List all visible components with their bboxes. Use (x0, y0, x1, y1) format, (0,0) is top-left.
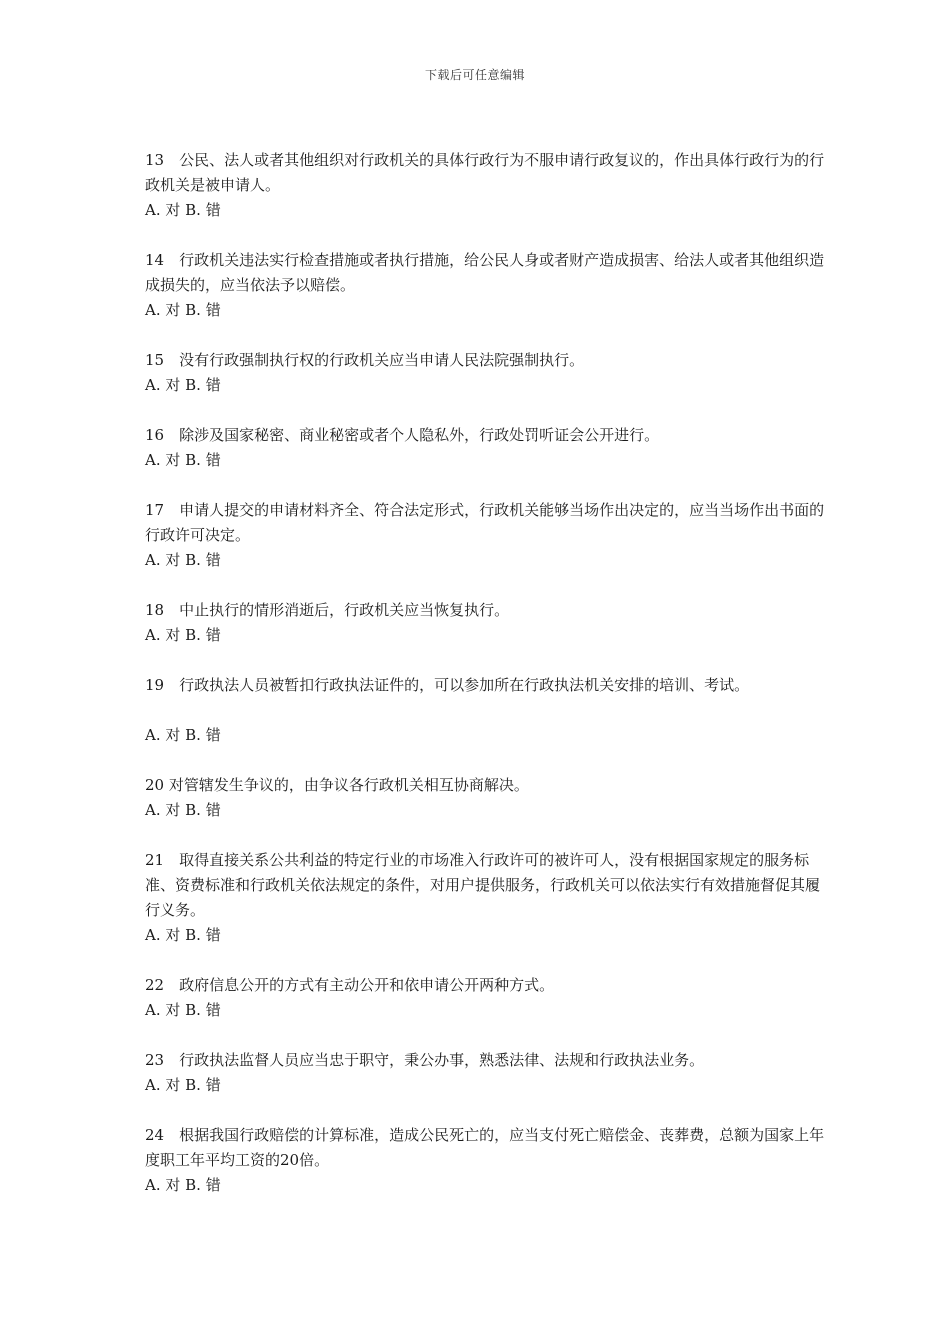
question-options: A. 对 B. 错 (145, 1176, 221, 1194)
question-text: 17 申请人提交的申请材料齐全、符合法定形式，行政机关能够当场作出决定的，应当当场作出书面的行政许可决定。 (145, 501, 825, 544)
question-24 (145, 1123, 825, 1198)
page-header-note: 下载后可任意编辑 (424, 68, 525, 82)
question-options: A. 对 B. 错 (145, 201, 221, 219)
question-14 (145, 248, 825, 323)
question-text: 19 行政执法人员被暂扣行政执法证件的，可以参加所在行政执法机关安排的培训、考试。 (145, 676, 750, 694)
blank-line (145, 698, 825, 723)
question-23 (145, 1048, 825, 1098)
question-options: A. 对 B. 错 (145, 551, 221, 569)
question-text: 16 除涉及国家秘密、商业秘密或者个人隐私外，行政处罚听证会公开进行。 (145, 426, 660, 444)
question-text: 23 行政执法监督人员应当忠于职守，秉公办事，熟悉法律、法规和行政执法业务。 (145, 1051, 705, 1069)
question-options: A. 对 B. 错 (145, 726, 221, 744)
question-20 (145, 773, 825, 823)
question-18 (145, 598, 825, 648)
question-text: 15 没有行政强制执行权的行政机关应当申请人民法院强制执行。 (145, 351, 585, 369)
question-text: 18 中止执行的情形消逝后，行政机关应当恢复执行。 (145, 601, 510, 619)
question-text: 24 根据我国行政赔偿的计算标准，造成公民死亡的，应当支付死亡赔偿金、丧葬费，总额为国家上年度职工年平均工资的20倍。 (145, 1126, 825, 1169)
question-list (145, 148, 825, 1223)
question-21 (145, 848, 825, 948)
question-16 (145, 423, 825, 473)
question-options: A. 对 B. 错 (145, 626, 221, 644)
question-17 (145, 498, 825, 573)
question-text: 20 对管辖发生争议的，由争议各行政机关相互协商解决。 (145, 776, 529, 794)
question-22 (145, 973, 825, 1023)
question-options: A. 对 B. 错 (145, 1076, 221, 1094)
question-options: A. 对 B. 错 (145, 451, 221, 469)
question-options: A. 对 B. 错 (145, 801, 221, 819)
question-options: A. 对 B. 错 (145, 1001, 221, 1019)
question-13 (145, 148, 825, 223)
question-options: A. 对 B. 错 (145, 376, 221, 394)
question-15 (145, 348, 825, 398)
question-text: 14 行政机关违法实行检查措施或者执行措施，给公民人身或者财产造成损害、给法人或者其他组织造成损失的，应当依法予以赔偿。 (145, 251, 825, 294)
question-text: 13 公民、法人或者其他组织对行政机关的具体行政行为不服申请行政复议的，作出具体行政行为的行政机关是被申请人。 (145, 151, 825, 194)
question-options: A. 对 B. 错 (145, 301, 221, 319)
question-19 (145, 673, 825, 748)
question-text: 21 取得直接关系公共利益的特定行业的市场准入行政许可的被许可人，没有根据国家规定的服务标准、资费标准和行政机关依法规定的条件，对用户提供服务，行政机关可以依法实行有效措施督促其履行义务。 (145, 851, 821, 919)
question-options: A. 对 B. 错 (145, 926, 221, 944)
question-text: 22 政府信息公开的方式有主动公开和依申请公开两种方式。 (145, 976, 555, 994)
